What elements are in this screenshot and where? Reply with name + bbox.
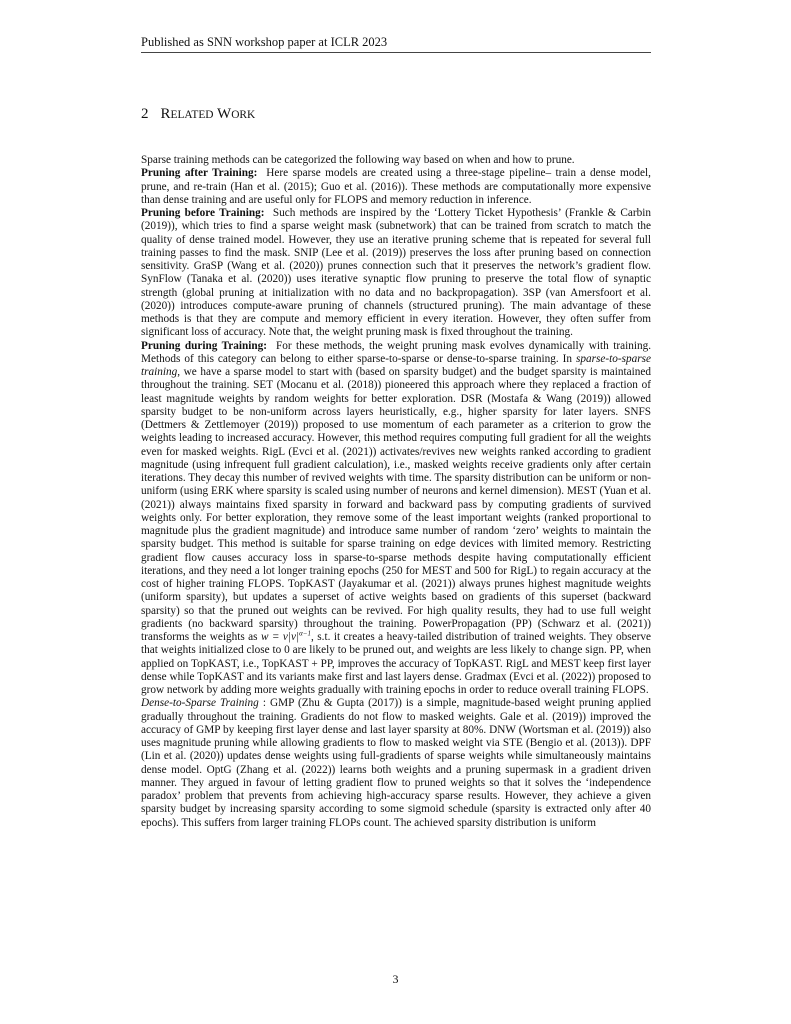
running-header: Published as SNN workshop paper at ICLR 2023 (141, 35, 388, 49)
section-title-w: W (217, 106, 232, 122)
formula-exponent: α−1 (299, 629, 312, 638)
header-rule (141, 52, 651, 53)
powerprop-formula (261, 631, 311, 643)
pruning-before-paragraph (141, 207, 651, 340)
pruning-before-label: Pruning before Training: (141, 207, 265, 219)
pruning-after-text: Here sparse models are created using a three-stage pipeline– train a dense model, prune, and re-train (Han et al. (2015); Guo et al. (2016)). These methods are computationally more expensive than dense training and are useful only for FLOPS and memory reduction in inference. (141, 167, 651, 206)
section-number: 2 (141, 106, 149, 122)
pruning-during-text-a: For these methods, the weight pruning mask evolves dynamically with training. Methods of this category can belong to either sparse-to-sparse or dense-to-sparse training. In (141, 339, 652, 365)
pruning-during-text-c: , s.t. it creates a heavy-tailed distribution of trained weights. They observe that weights initialized close to 0 are likely to be pruned out, and weights are less likely to change sign. PP, when applied on TopKAST, i.e., TopKAST + PP, improves the accuracy of TopKAST. RigL and MEST keep first layer dense while TopKAST and its variants make first and last layers dense. Gradmax (Evci et al. (2022)) proposed to grow network by adding more weights gradually with training epochs in order to reduce overall training FLOPS. (141, 631, 651, 696)
section-title-r: R (160, 106, 171, 122)
pruning-before-text: Such methods are inspired by the ‘Lottery Ticket Hypothesis’ (Frankle & Carbin (2019)), which tries to find a sparse weight mask (subnetwork) that can be trained from scratch to match the quality of dense trained model. However, they use an iterative pruning scheme that is repeated for several full training passes to find the mask. SNIP (Lee et al. (2019)) preserves the loss after pruning based on connection sensitivity. GraSP (Wang et al. (2020)) prunes connection such that it preserves the network’s gradient flow. SynFlow (Tanaka et al. (2020)) uses iterative synaptic flow pruning to preserve the total flow of synaptic strength (global pruning at initialization with no data and no backpropagation). 3SP (van Amersfoort et al. (2020)) introduces compute-aware pruning of channels (structured pruning). The main advantage of these methods is that they are compute and memory efficient in every iteration. However, they often suffer from significant loss of accuracy. Note that, the weight pruning mask is fixed throughout the training. (141, 207, 652, 339)
pruning-after-paragraph (141, 167, 651, 207)
section-title-ork: ORK (231, 109, 256, 121)
pruning-during-paragraph (141, 340, 651, 830)
pruning-during-text-d: : GMP (Zhu & Gupta (2017)) is a simple, magnitude-based weight pruning applied gradually throughout the training. Gradients do not flow to masked weights. Gale et al. (2019)) improved the accuracy of GMP by keeping first layer dense and last layer sparsity at 80%. DNW (Wortsman et al. (2019)) also uses magnitude pruning while allowing gradients to flow to masked weight via STE (Bengio et al. (2013)). DPF (Lin et al. (2020)) updates dense weights using full-gradients of sparse weights while simultaneously maintains dense model. OptG (Zhang et al. (2022)) learns both weights and a pruning supermask in a gradient driven manner. They argued in favour of letting gradient flow to pruned weights so that it solves the ‘independence paradox’ problem that prevents from achieving high-accuracy sparse results. However, they achieve a given sparsity budget by increasing sparsity according to some sigmoid schedule (sparsity is extracted only after 40 epochs). This suffers from larger training FLOPs count. The achieved sparsity distribution is uniform (141, 697, 651, 829)
dense-to-sparse-term: Dense-to-Sparse Training (141, 697, 259, 710)
pruning-during-label: Pruning during Training: (141, 339, 268, 352)
pruning-during-text-b: , we have a sparse model to start with (based on sparsity budget) and the budget sparsity is maintained throughout the training. SET (Mocanu et al. (2018)) pioneered this approach where they replaced a fraction of least magnitude weights by random weights for better exploration. DSR (Mostafa & Wang (2019)) allowed sparsity budget to be non-uniform across layers heuristically, e.g., higher sparsity for later layers. SNFS (Dettmers & Zettlemoyer (2019)) proposed to use momentum of each parameter as a criterion to grow the weights leading to increased accuracy. However, this method requires computing full gradient for all the weights even for masked weights. RigL (Evci et al. (2021)) activates/revives new weights ranked according to gradient magnitude (using infrequent full gradient calculation), i.e., masked weights receive gradients only after certain iterations. They decay this number of revived weights with time. The sparsity distribution can be uniform or non-uniform (using ERK where sparsity is scaled using number of neurons and kernel dimension). MEST (Yuan et al. (2021)) always maintains fixed sparsity in forward and backward pass by computing gradients of survived weights only. For better exploration, they remove some of the least important weights (ranked proportional to magnitude plus the gradient magnitude) and introduce same number of random ‘zero’ weights to maintain the sparsity budget. This method is suitable for sparse training on edge devices with limited memory. Restricting gradient flow causes accuracy loss in sparse-to-sparse methods despite having computationally efficient iterations, and they need a lot longer training epochs (250 for MEST and 500 for RigL) to regain accuracy at the cost of higher training FLOPS. TopKAST (Jayakumar et al. (2021)) always prunes highest magnitude weights (uniform sparsity), but updates a superset of active weights based on gradients of this superset (backward sparsity) so that the pruned out weights can be revived. For high quality results, they had to use full weight gradients (no backward sparsity) throughout the training. PowerPropagation (PP) (Schwarz et al. (2021)) transforms the weights as (141, 366, 652, 643)
body-text (141, 154, 651, 830)
section-title-elated: ELATED (170, 109, 214, 121)
sparse-to-sparse-term: sparse-to-sparse training (141, 352, 652, 378)
formula-lhs: w = v|v| (260, 631, 300, 643)
intro-paragraph: Sparse training methods can be categorized the following way based on when and how to prune. (141, 154, 575, 166)
page-number: 3 (392, 972, 399, 986)
pruning-after-label: Pruning after Training: (141, 167, 258, 180)
section-heading (141, 105, 255, 124)
